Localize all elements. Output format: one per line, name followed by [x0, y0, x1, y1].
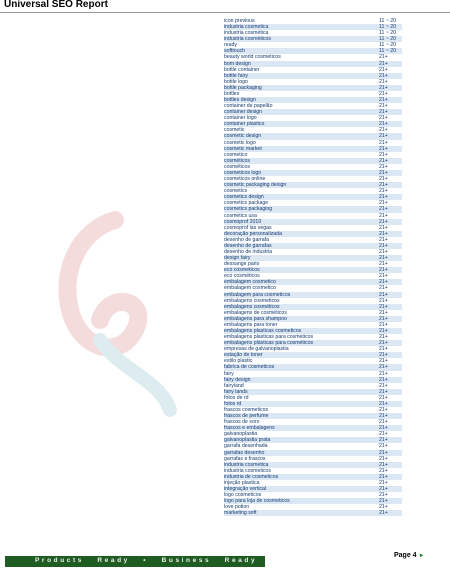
keyword-cell: eco cosmeticos	[224, 267, 260, 274]
position-cell: 21+	[379, 419, 388, 426]
keyword-cell: desenho de garrafas	[224, 242, 272, 249]
footer-bar	[5, 556, 265, 567]
keyword-cell: marketing soft	[224, 510, 257, 517]
position-cell: 21+	[379, 352, 388, 359]
keyword-cell: container plastico	[224, 121, 265, 128]
keyword-cell: fotos de rd	[224, 394, 249, 401]
position-cell: 11 ~ 20	[379, 48, 397, 55]
keyword-cell: industria cosmetica	[224, 24, 269, 31]
position-cell: 21+	[379, 334, 388, 341]
keyword-cell: cosmetics	[224, 188, 248, 195]
keyword-cell: fotos rd	[224, 400, 242, 407]
keyword-cell: cosmetics package	[224, 200, 269, 207]
keyword-cell: cosmetic logo	[224, 139, 256, 146]
keyword-cell: industria cosmeticos	[224, 467, 271, 474]
position-cell: 21+	[379, 510, 388, 517]
position-cell: 11 ~ 20	[379, 42, 397, 49]
position-cell: 21+	[379, 461, 388, 468]
keyword-cell: industria cosméticos	[224, 36, 271, 43]
position-cell: 21+	[379, 400, 388, 407]
position-cell: 21+	[379, 242, 388, 249]
position-cell: 21+	[379, 188, 388, 195]
report-header	[0, 0, 450, 13]
keyword-cell: bottle container	[224, 66, 260, 73]
keyword-cell: cosmetic market	[224, 145, 262, 152]
position-cell: 21+	[379, 273, 388, 280]
position-cell: 21+	[379, 212, 388, 219]
position-cell: 21+	[379, 206, 388, 213]
keyword-cell: embalagens plasticas para cosmeticos	[224, 334, 314, 341]
position-cell: 21+	[379, 479, 388, 486]
position-cell: 21+	[379, 84, 388, 91]
position-cell: 21+	[379, 255, 388, 262]
keyword-cell: desenho de industria	[224, 248, 273, 255]
position-cell: 21+	[379, 467, 388, 474]
position-cell: 21+	[379, 309, 388, 316]
position-cell: 21+	[379, 60, 388, 67]
keyword-cell: garrafa desenhada	[224, 443, 268, 450]
keyword-cell: embalagens cosmeticos	[224, 297, 280, 304]
keyword-cell: industria cosmética	[224, 30, 269, 37]
keyword-ranking-table	[224, 18, 402, 516]
keyword-cell: galvanoplastia prata	[224, 437, 271, 444]
watermark-logo-icon	[40, 210, 190, 420]
position-cell: 21+	[379, 236, 388, 243]
position-cell: 21+	[379, 346, 388, 353]
position-cell: 21+	[379, 139, 388, 146]
keyword-cell: industria cosmetica	[224, 461, 269, 468]
table-row	[224, 510, 402, 516]
keyword-cell: fairy design	[224, 376, 251, 383]
position-cell: 21+	[379, 291, 388, 298]
keyword-cell: injeção plastica	[224, 479, 260, 486]
position-cell: 21+	[379, 261, 388, 268]
position-cell: 21+	[379, 115, 388, 122]
keyword-cell: beauty world cosmeticos	[224, 54, 281, 61]
position-cell: 21+	[379, 413, 388, 420]
position-cell: 21+	[379, 145, 388, 152]
position-cell: 21+	[379, 267, 388, 274]
keyword-cell: embalagens de cosméticos	[224, 309, 287, 316]
keyword-cell: embalagem para cosmeticos	[224, 291, 291, 298]
keyword-cell: dessange paris	[224, 261, 260, 268]
position-cell: 21+	[379, 72, 388, 79]
position-cell: 21+	[379, 157, 388, 164]
keyword-cell: frascos e embalagens	[224, 425, 275, 432]
keyword-cell: logo para loja de cosmeticos	[224, 498, 290, 505]
keyword-cell: cosmetic packaging design	[224, 182, 287, 189]
keyword-cell: bom design	[224, 60, 251, 67]
position-cell: 21+	[379, 407, 388, 413]
position-cell: 21+	[379, 97, 388, 104]
position-cell: 21+	[379, 297, 388, 304]
position-cell: 21+	[379, 66, 388, 73]
position-cell: 21+	[379, 103, 388, 110]
keyword-cell: industria de cosmeticos	[224, 473, 279, 480]
keyword-cell: cosmetic	[224, 127, 245, 134]
position-cell: 21+	[379, 224, 388, 231]
keyword-cell: frascos cosmeticos	[224, 407, 269, 413]
report-title: Universal SEO Report	[4, 0, 108, 10]
position-cell: 11 ~ 20	[379, 18, 397, 24]
position-cell: 21+	[379, 340, 388, 347]
position-cell: 21+	[379, 200, 388, 207]
keyword-cell: fairy lands	[224, 388, 248, 395]
keyword-cell: embalagens plásticas para cosméticos	[224, 340, 314, 347]
position-cell: 21+	[379, 321, 388, 328]
position-cell: 21+	[379, 133, 388, 140]
keyword-cell: cosmetics packaging	[224, 206, 273, 213]
position-cell: 11 ~ 20	[379, 24, 397, 31]
keyword-cell: fairy	[224, 370, 234, 377]
position-cell: 21+	[379, 182, 388, 189]
keyword-cell: container de papelão	[224, 103, 273, 110]
position-cell: 21+	[379, 388, 388, 395]
keyword-cell: container design	[224, 109, 263, 116]
page-number	[394, 552, 425, 559]
position-cell: 21+	[379, 327, 388, 334]
position-cell: 21+	[379, 279, 388, 286]
position-cell: 11 ~ 20	[379, 30, 397, 37]
position-cell: 21+	[379, 176, 388, 183]
position-cell: 21+	[379, 194, 388, 201]
position-cell: 21+	[379, 248, 388, 255]
position-cell: 21+	[379, 90, 388, 97]
position-cell: 21+	[379, 370, 388, 377]
keyword-cell: logo cosmeticos	[224, 492, 262, 499]
keyword-cell: frascos de soro	[224, 419, 260, 426]
keyword-cell: desenho de garrafa	[224, 236, 269, 243]
keyword-cell: galvanoplastia	[224, 431, 258, 438]
keyword-cell: cosmetics design	[224, 194, 264, 201]
position-cell: 21+	[379, 54, 388, 61]
position-cell: 21+	[379, 498, 388, 505]
position-cell: 21+	[379, 303, 388, 310]
keyword-cell: estilo plastic	[224, 358, 253, 365]
keyword-cell: bottle logo	[224, 78, 248, 85]
keyword-cell: empresas de galvanoplastia	[224, 346, 289, 353]
position-cell: 21+	[379, 376, 388, 383]
keyword-cell: embalagens para toner	[224, 321, 278, 328]
position-cell: 21+	[379, 449, 388, 456]
position-cell: 21+	[379, 127, 388, 134]
keyword-cell: design fairy	[224, 255, 251, 262]
page-number-label: Page 4	[394, 552, 417, 559]
keyword-cell: container logo	[224, 115, 257, 122]
keyword-cell: softtouch	[224, 48, 246, 55]
position-cell: 21+	[379, 473, 388, 480]
position-cell: 21+	[379, 394, 388, 401]
position-cell: 11 ~ 20	[379, 36, 397, 43]
position-cell: 21+	[379, 492, 388, 499]
position-cell: 21+	[379, 364, 388, 371]
keyword-cell: bottle fairy	[224, 72, 248, 79]
keyword-cell: frascos de perfume	[224, 413, 269, 420]
keyword-cell: decoração personalizada	[224, 230, 282, 237]
keyword-cell: love potion	[224, 504, 250, 511]
position-cell: 21+	[379, 504, 388, 511]
position-cell: 21+	[379, 121, 388, 128]
position-cell: 21+	[379, 109, 388, 116]
keyword-cell: cosmetico	[224, 151, 248, 158]
position-cell: 21+	[379, 382, 388, 389]
keyword-cell: bottles	[224, 90, 240, 97]
keyword-cell: cosmoprof 2010	[224, 218, 262, 225]
keyword-cell: icon previous	[224, 18, 255, 24]
keyword-cell: cosmetics usa	[224, 212, 257, 219]
position-cell: 21+	[379, 78, 388, 85]
footer-tagline: Products Ready • Business Ready	[35, 557, 258, 564]
keyword-cell: embalagem cosmetico	[224, 279, 276, 286]
keyword-cell: cosmoprof las vegas	[224, 224, 272, 231]
keyword-cell: bottles design	[224, 97, 257, 104]
keyword-cell: cosméticos	[224, 163, 250, 170]
keyword-cell: garrafas e frascos	[224, 455, 266, 462]
keyword-cell: ready	[224, 42, 237, 49]
position-cell: 21+	[379, 218, 388, 225]
keyword-cell: embalagens cosméticos	[224, 303, 280, 310]
keyword-cell: fairyland	[224, 382, 244, 389]
keyword-cell: eco cosméticos	[224, 273, 260, 280]
keyword-cell: embalagens para shampoo	[224, 315, 287, 322]
keyword-cell: bottle packaging	[224, 84, 262, 91]
position-cell: 21+	[379, 285, 388, 292]
position-cell: 21+	[379, 431, 388, 438]
keyword-cell: integração vertical	[224, 486, 267, 493]
position-cell: 21+	[379, 358, 388, 365]
position-cell: 21+	[379, 151, 388, 158]
position-cell: 21+	[379, 425, 388, 432]
position-cell: 21+	[379, 230, 388, 237]
keyword-cell: garrafas desenho	[224, 449, 265, 456]
position-cell: 21+	[379, 486, 388, 493]
position-cell: 21+	[379, 169, 388, 176]
right-arrow-icon: ►	[418, 553, 425, 559]
position-cell: 21+	[379, 443, 388, 450]
keyword-cell: embalagens plasticas cosmeticos	[224, 327, 302, 334]
position-cell: 21+	[379, 315, 388, 322]
keyword-cell: cosméticos	[224, 157, 250, 164]
keyword-cell: fabrica de cosmeticos	[224, 364, 275, 371]
keyword-cell: cosmetic design	[224, 133, 262, 140]
keyword-cell: estação de toner	[224, 352, 263, 359]
position-cell: 21+	[379, 455, 388, 462]
keyword-cell: cosmeticos online	[224, 176, 266, 183]
position-cell: 21+	[379, 163, 388, 170]
keyword-cell: embalagem cosmetico	[224, 285, 276, 292]
position-cell: 21+	[379, 437, 388, 444]
keyword-cell: cosmeticos logo	[224, 169, 262, 176]
